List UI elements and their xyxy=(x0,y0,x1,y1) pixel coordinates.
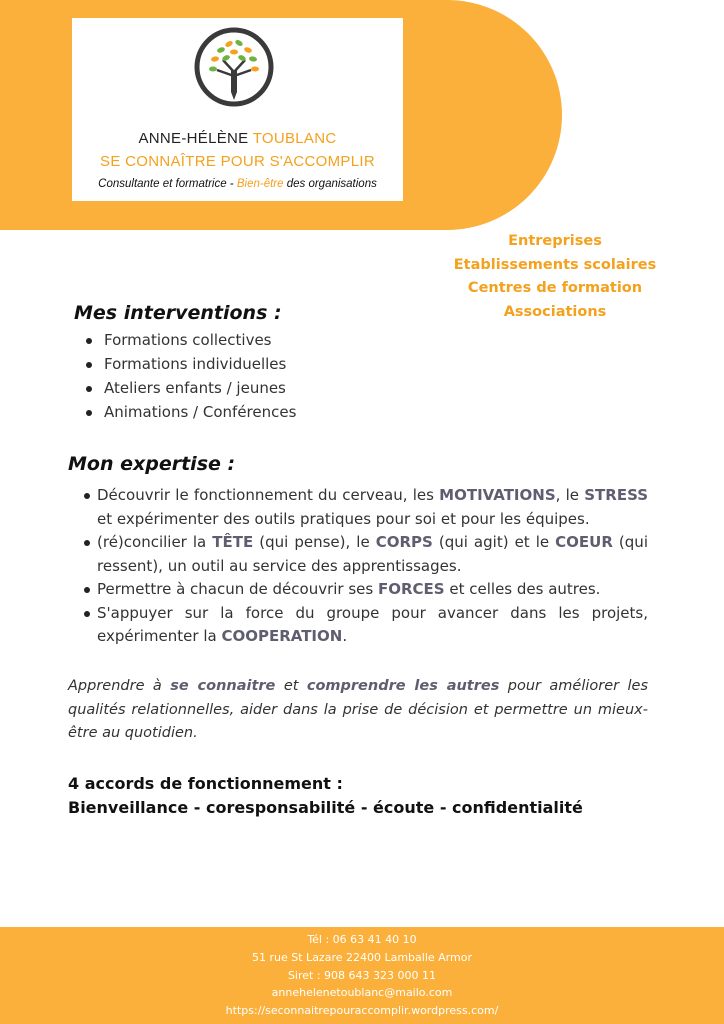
list-item: Formations individuelles xyxy=(84,352,296,376)
logo-tagline: SE CONNAÎTRE POUR S'ACCOMPLIR xyxy=(100,153,375,170)
audience-item: Etablissements scolaires xyxy=(453,256,657,273)
expertise-title: Mon expertise : xyxy=(68,453,236,475)
list-item: S'appuyer sur la force du groupe pour avancer dans les projets, expérimenter la COOPERATION. xyxy=(84,602,648,649)
logo-subtitle-c: des organisations xyxy=(283,178,377,190)
footer-contact xyxy=(0,927,724,1024)
interventions-title: Mes interventions : xyxy=(74,302,282,324)
tree-pencil-logo-icon xyxy=(193,26,275,108)
expertise-list xyxy=(84,484,648,649)
audience-item: Centres de formation xyxy=(467,280,643,296)
logo-card xyxy=(72,18,403,201)
list-item: Formations collectives xyxy=(84,328,296,352)
footer-siret: Siret : 908 643 323 000 11 xyxy=(287,968,437,982)
logo-name-first: ANNE-HÉLÈNE xyxy=(138,130,253,147)
audience-list xyxy=(440,230,670,324)
footer-phone: Tél : 06 63 41 40 10 xyxy=(307,933,417,946)
audience-item: Associations xyxy=(503,303,607,320)
logo-subtitle-a: Consultante et formatrice - xyxy=(98,178,237,190)
list-item: Permettre à chacun de découvrir ses FORCES et celles des autres. xyxy=(84,578,648,602)
list-item: Animations / Conférences xyxy=(84,400,296,424)
footer-address: 51 rue St Lazare 22400 Lamballe Armor xyxy=(252,950,472,964)
footer-website[interactable]: https://seconnaitrepouraccomplir.wordpress.com/ xyxy=(225,1004,499,1018)
logo-name xyxy=(72,130,403,147)
agreements-section xyxy=(68,772,668,820)
interventions-list xyxy=(84,328,296,424)
footer-email[interactable]: annehelenetoublanc@mailo.com xyxy=(271,986,453,1000)
closing-statement: Apprendre à se connaitre et comprendre les autres pour améliorer les qualités relationnelles, aider dans la prise de décision et permettre un mieux-être au quotidien. xyxy=(68,678,649,741)
list-item: (ré)concilier la TÊTE (qui pense), le CORPS (qui agit) et le COEUR (qui ressent), un outil au service des apprentissages. xyxy=(84,531,648,578)
logo-subtitle-b: Bien-être xyxy=(236,178,284,190)
logo-name-last: TOUBLANC xyxy=(252,130,337,147)
agreements-values: Bienveillance - coresponsabilité - écoute - confidentialité xyxy=(68,798,583,817)
list-item: Ateliers enfants / jeunes xyxy=(84,376,296,400)
agreements-title: 4 accords de fonctionnement : xyxy=(68,774,343,793)
list-item: Découvrir le fonctionnement du cerveau, les MOTIVATIONS, le STRESS et expérimenter des outils pratiques pour soi et pour les équipes. xyxy=(84,484,648,531)
audience-item: Entreprises xyxy=(508,233,602,249)
logo-subtitle xyxy=(72,178,403,190)
